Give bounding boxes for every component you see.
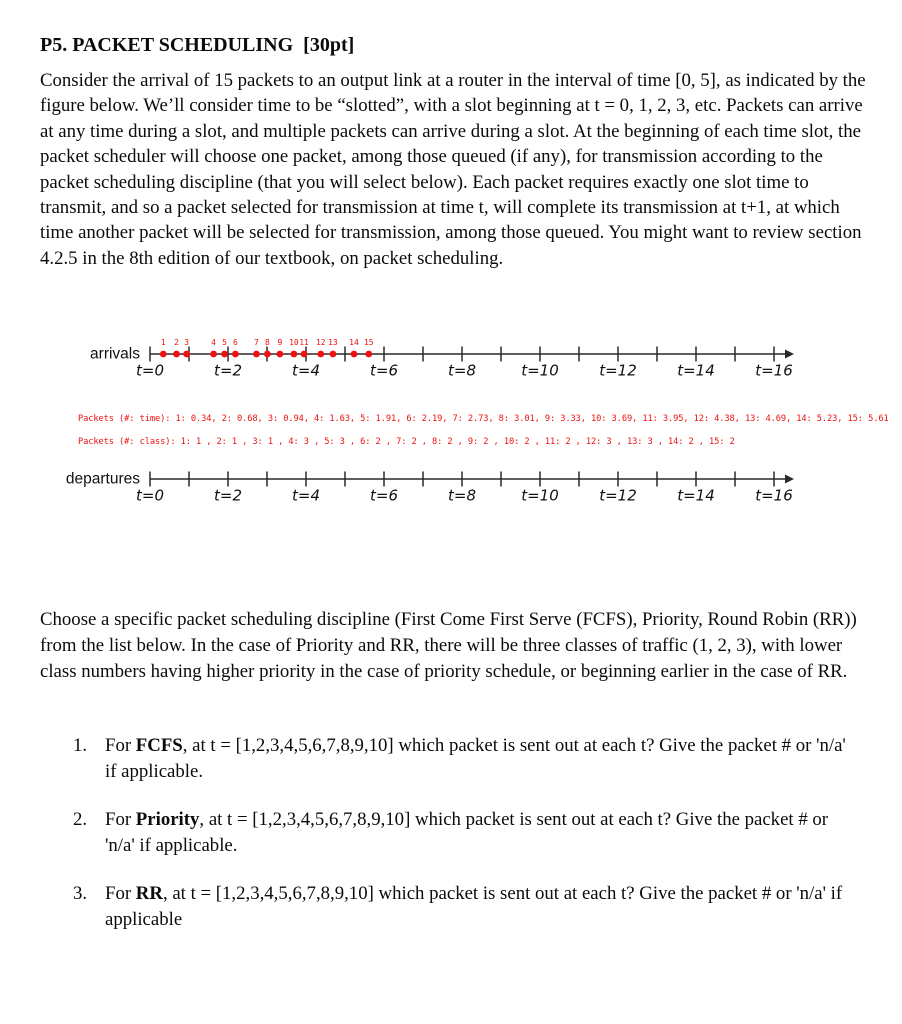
packet-arrival-dot: [221, 351, 228, 358]
packet-number-label: 7: [254, 338, 259, 348]
question-item-priority: [40, 807, 850, 859]
packet-arrival-dot: [301, 351, 308, 358]
arrivals-label: arrivals: [90, 345, 140, 363]
departures-tick-label: t=8: [448, 486, 476, 505]
departures-tick-label: t=0: [136, 486, 164, 505]
question-number: 3.: [73, 882, 88, 904]
question-rest: , at t = [1,2,3,4,5,6,7,8,9,10] which packet is sent out at each t? Give the packet # or 'n/a' if applicable.: [105, 734, 846, 782]
questions-list: [40, 733, 872, 933]
packet-arrival-dot: [276, 351, 283, 358]
packet-arrival-dot: [232, 351, 239, 358]
departures-tick-label: t=2: [214, 486, 242, 505]
departures-tick-label: t=10: [521, 486, 559, 505]
departures-label: departures: [65, 470, 140, 488]
problem-title: P5. PACKET SCHEDULING [30pt]: [40, 34, 355, 56]
departures-axis-arrow: [785, 475, 794, 484]
question-text: [105, 881, 850, 933]
packet-number-label: 10: [289, 338, 299, 348]
packet-number-label: 12: [315, 338, 326, 348]
packet-number-label: 11: [299, 338, 309, 348]
arrivals-tick-label: t=6: [370, 361, 398, 380]
packet-number-label: 14: [349, 338, 359, 348]
timeline-figure: [0, 314, 902, 514]
packet-arrival-dot: [173, 351, 180, 358]
packet-classes-annotation: Packets (#: class): 1: 1 , 2: 1 , 3: 1 , 4: 3 , 5: 3 , 6: 2 , 7: 2 , 8: 2 , 9: 2 , 10: 2 , 11: 2 , 12: 3 , 13: 3 , 14: 2 , 15: 2: [78, 437, 735, 448]
packet-number-label: 9: [277, 338, 283, 348]
question-rest: , at t = [1,2,3,4,5,6,7,8,9,10] which packet is sent out at each t? Give the packet # or 'n/a' if applicable.: [105, 808, 829, 856]
packet-arrival-dot: [351, 351, 358, 358]
question-prefix: For: [105, 808, 136, 830]
packet-arrival-dot: [291, 351, 298, 358]
packet-arrival-dot: [317, 351, 324, 358]
choose-paragraph: Choose a specific packet scheduling discipline (First Come First Serve (FCFS), Priority, Round Robin (RR)) from the list below. In the case of Priority and RR, there will be three classes of traffic (1, 2, 3), with lower class numbers having higher priority in the case of priority schedule, or beginning earlier in the case of RR.: [40, 609, 857, 682]
arrivals-axis-arrow: [785, 350, 794, 359]
departures-tick-label: t=16: [755, 486, 793, 505]
packet-number-label: 15: [363, 338, 374, 348]
question-item-fcfs: [40, 733, 850, 785]
arrivals-tick-label: t=16: [755, 361, 793, 380]
packet-arrival-dot: [210, 351, 217, 358]
packet-number-label: 6: [232, 338, 238, 348]
packet-number-label: 13: [328, 338, 338, 348]
packet-times-annotation: Packets (#: time): 1: 0.34, 2: 0.68, 3: 0.94, 4: 1.63, 5: 1.91, 6: 2.19, 7: 2.73, 8: 3.01, 9: 3.33, 10: 3.69, 11: 3.95, 12: 4.38, 13: 4.69, 14: 5.23, 15: 5.61: [78, 414, 889, 425]
packet-number-label: 2: [174, 338, 179, 348]
packet-number-label: 1: [160, 338, 166, 348]
packet-arrival-dot: [253, 351, 260, 358]
problem-document: [40, 33, 889, 933]
packet-arrival-dot: [330, 351, 337, 358]
packet-arrival-dot: [160, 351, 167, 358]
question-rest: , at t = [1,2,3,4,5,6,7,8,9,10] which packet is sent out at each t? Give the packet # or 'n/a' if applicable: [105, 882, 843, 930]
packet-number-label: 5: [222, 338, 227, 348]
packet-arrival-dot: [264, 351, 271, 358]
arrivals-tick-label: t=4: [292, 361, 320, 380]
departures-tick-label: t=6: [370, 486, 398, 505]
question-term: RR: [135, 882, 163, 904]
packet-arrival-dot: [365, 351, 372, 358]
question-number: 2.: [73, 808, 88, 830]
question-prefix: For: [105, 734, 136, 756]
question-prefix: For: [105, 882, 136, 904]
arrivals-tick-label: t=12: [599, 361, 637, 380]
arrivals-tick-label: t=0: [136, 361, 164, 380]
arrivals-tick-label: t=10: [521, 361, 559, 380]
intro-paragraph: Consider the arrival of 15 packets to an output link at a router in the interval of time [0, 5], as indicated by the figure below. We’ll consider time to be “slotted”, with a slot beginning at t = 0, 1, 2, 3, etc. Packets can arrive at any time during a slot, and multiple packets can arrive during a slot. At the beginning of each time slot, the packet scheduler will choose one packet, among those queued (if any), for transmission according to the packet scheduling discipline (that you will select below). Each packet requires exactly one slot time to transmit, and so a packet selected for transmission at time t, will complete its transmission at t+1, at which time another packet will be selected for transmission, among those queued. You might want to review section 4.2.5 in the 8th edition of our textbook, on packet scheduling.: [40, 70, 866, 269]
question-term: FCFS: [135, 734, 183, 756]
question-text: [105, 733, 850, 785]
question-text: [105, 807, 850, 859]
departures-tick-label: t=12: [599, 486, 637, 505]
packet-number-label: 8: [264, 338, 270, 348]
question-number: 1.: [73, 734, 88, 756]
departures-tick-label: t=14: [677, 486, 715, 505]
arrivals-tick-label: t=8: [448, 361, 476, 380]
packet-number-label: 3: [184, 338, 190, 348]
packet-number-label: 4: [211, 338, 216, 348]
question-item-rr: [40, 881, 850, 933]
arrivals-tick-label: t=14: [677, 361, 715, 380]
arrivals-tick-label: t=2: [214, 361, 242, 380]
departures-tick-label: t=4: [292, 486, 320, 505]
question-term: Priority: [135, 808, 200, 830]
packet-arrival-dot: [183, 351, 190, 358]
